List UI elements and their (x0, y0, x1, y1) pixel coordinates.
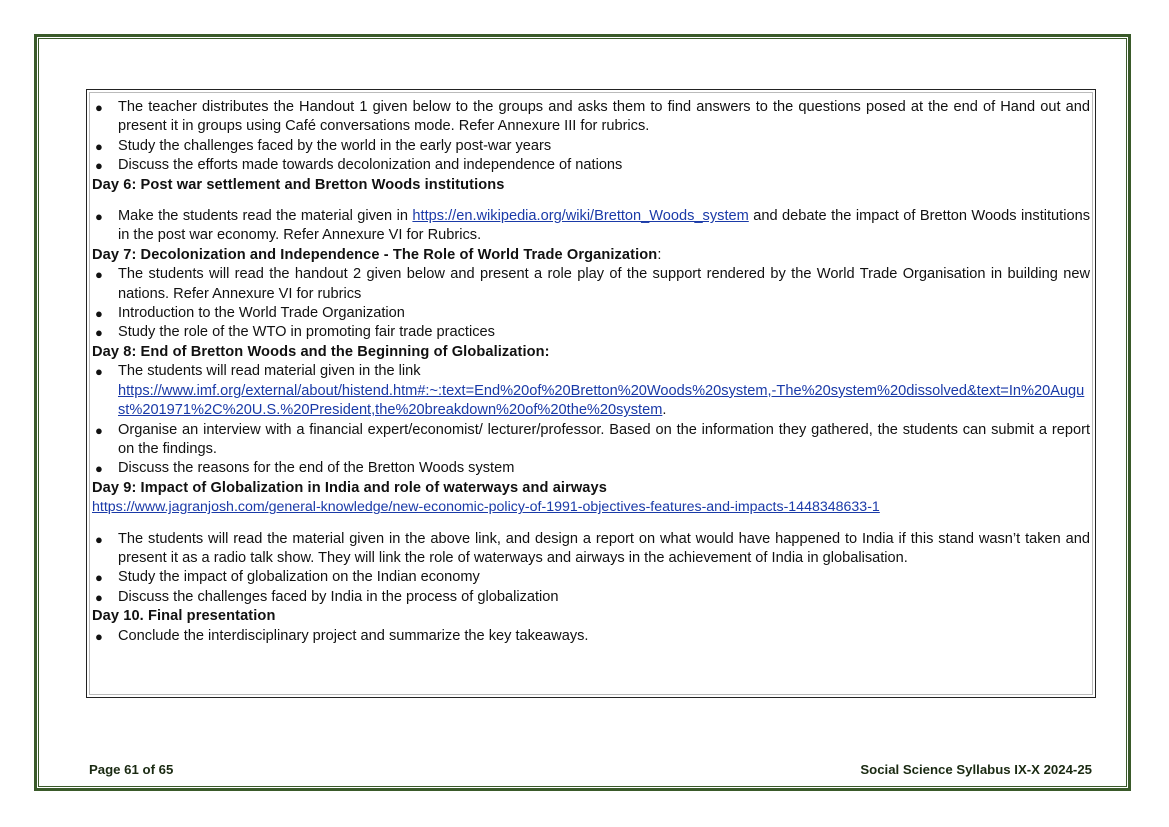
bullet-icon: ● (95, 461, 103, 477)
bullet-icon: ● (95, 100, 103, 115)
bullet-icon: ● (95, 267, 103, 283)
day8-heading: Day 8: End of Bretton Woods and the Beginning of Globalization: (92, 343, 550, 360)
bullet-icon: ● (95, 364, 103, 380)
day6-heading: Day 6: Post war settlement and Bretton Woods institutions (92, 176, 505, 193)
list-item: ● Discuss the challenges faced by India in the process of globalization (92, 588, 1090, 607)
day8-list (92, 362, 1090, 478)
bullet-icon: ● (95, 531, 103, 547)
list-item: ● Discuss the reasons for the end of the Bretton Woods system (92, 459, 1090, 478)
page-number: Page 61 of 65 (89, 762, 174, 777)
bullet-icon: ● (95, 589, 103, 605)
bullet-icon: ● (95, 628, 103, 644)
bullet-icon: ● (95, 325, 103, 341)
footer-title: Social Science Syllabus IX-X 2024-25 (860, 762, 1092, 777)
bullet-icon: ● (95, 306, 103, 322)
list-item: ● Discuss the efforts made towards decolonization and independence of nations (92, 156, 1090, 175)
bullet-icon: ● (95, 158, 103, 174)
list-item: ● The students will read material given in the link https://www.imf.org/external/about/histend.htm#:~:text=End%20of%20Bretton%20Woods%20system,-The%20system%20dissolved&text=In%20August%201971%2C%20U.S.%20President,the%20breakdown%20of%20the%20system. (95, 363, 1085, 419)
list-item: ● Make the students read the material given in https://en.wikipedia.org/wiki/Bretton_Woods_system and debate the impact of Bretton Woods institutions in the post war economy. Refer Annexure VI for Rubrics. (95, 208, 1090, 244)
list-item: ● Study the challenges faced by the world in the early post-war years (92, 137, 1090, 156)
bullet-icon: ● (95, 422, 103, 438)
bullet-icon: ● (95, 209, 103, 225)
list-item: ● Organise an interview with a financial expert/economist/ lecturer/professor. Based on the information they gathered, the students can submit a report on the findings. (95, 421, 1090, 457)
day10-heading: Day 10. Final presentation (92, 608, 276, 625)
document-body (92, 98, 1090, 646)
day7-list (92, 265, 1090, 343)
list-item: ● Study the impact of globalization on the Indian economy (92, 568, 1090, 587)
list-item: ● The students will read the handout 2 given below and present a role play of the support rendered by the World Trade Organisation in building new nations. Refer Annexure VI for rubrics (95, 266, 1090, 302)
wikipedia-link[interactable]: https://en.wikipedia.org/wiki/Bretton_Woods_system (412, 208, 749, 225)
day6-list (92, 207, 1090, 246)
jagranjosh-link[interactable]: https://www.jagranjosh.com/general-knowledge/new-economic-policy-of-1991-objectives-features-and-impacts-1448348633-1 (92, 499, 880, 516)
list-item: ● The students will read the material given in the above link, and design a report on what would have happened to India if this stand wasn’t taken and present it as a radio talk show. They will link the role of waterways and airways in the achievement of India in globalisation. (95, 530, 1090, 566)
day9-list (92, 530, 1090, 608)
day9-heading: Day 9: Impact of Globalization in India and role of waterways and airways (92, 479, 607, 496)
list-item: ● Study the role of the WTO in promoting fair trade practices (92, 323, 1090, 342)
day7-heading: Day 7: Decolonization and Independence - The Role of World Trade Organization: (92, 246, 662, 263)
list-item: ● Introduction to the World Trade Organization (92, 304, 1090, 323)
bullet-icon: ● (95, 570, 103, 586)
day10-list (92, 627, 1090, 646)
bullet-icon: ● (95, 138, 103, 154)
list-item: ● Conclude the interdisciplinary project and summarize the key takeaways. (92, 627, 1090, 646)
list-item: ● The teacher distributes the Handout 1 given below to the groups and asks them to find answers to the questions posed at the end of Hand out and present it in groups using Café conversations mode. Refer Annexure III for rubrics. (95, 99, 1090, 135)
intro-list (92, 98, 1090, 176)
imf-link[interactable]: https://www.imf.org/external/about/histend.htm#:~:text=End%20of%20Bretton%20Woods%20system,-The%20system%20dissolved&text=In%20August%201971%2C%20U.S.%20President,the%20breakdown%20of%20the%20system (118, 382, 1085, 419)
